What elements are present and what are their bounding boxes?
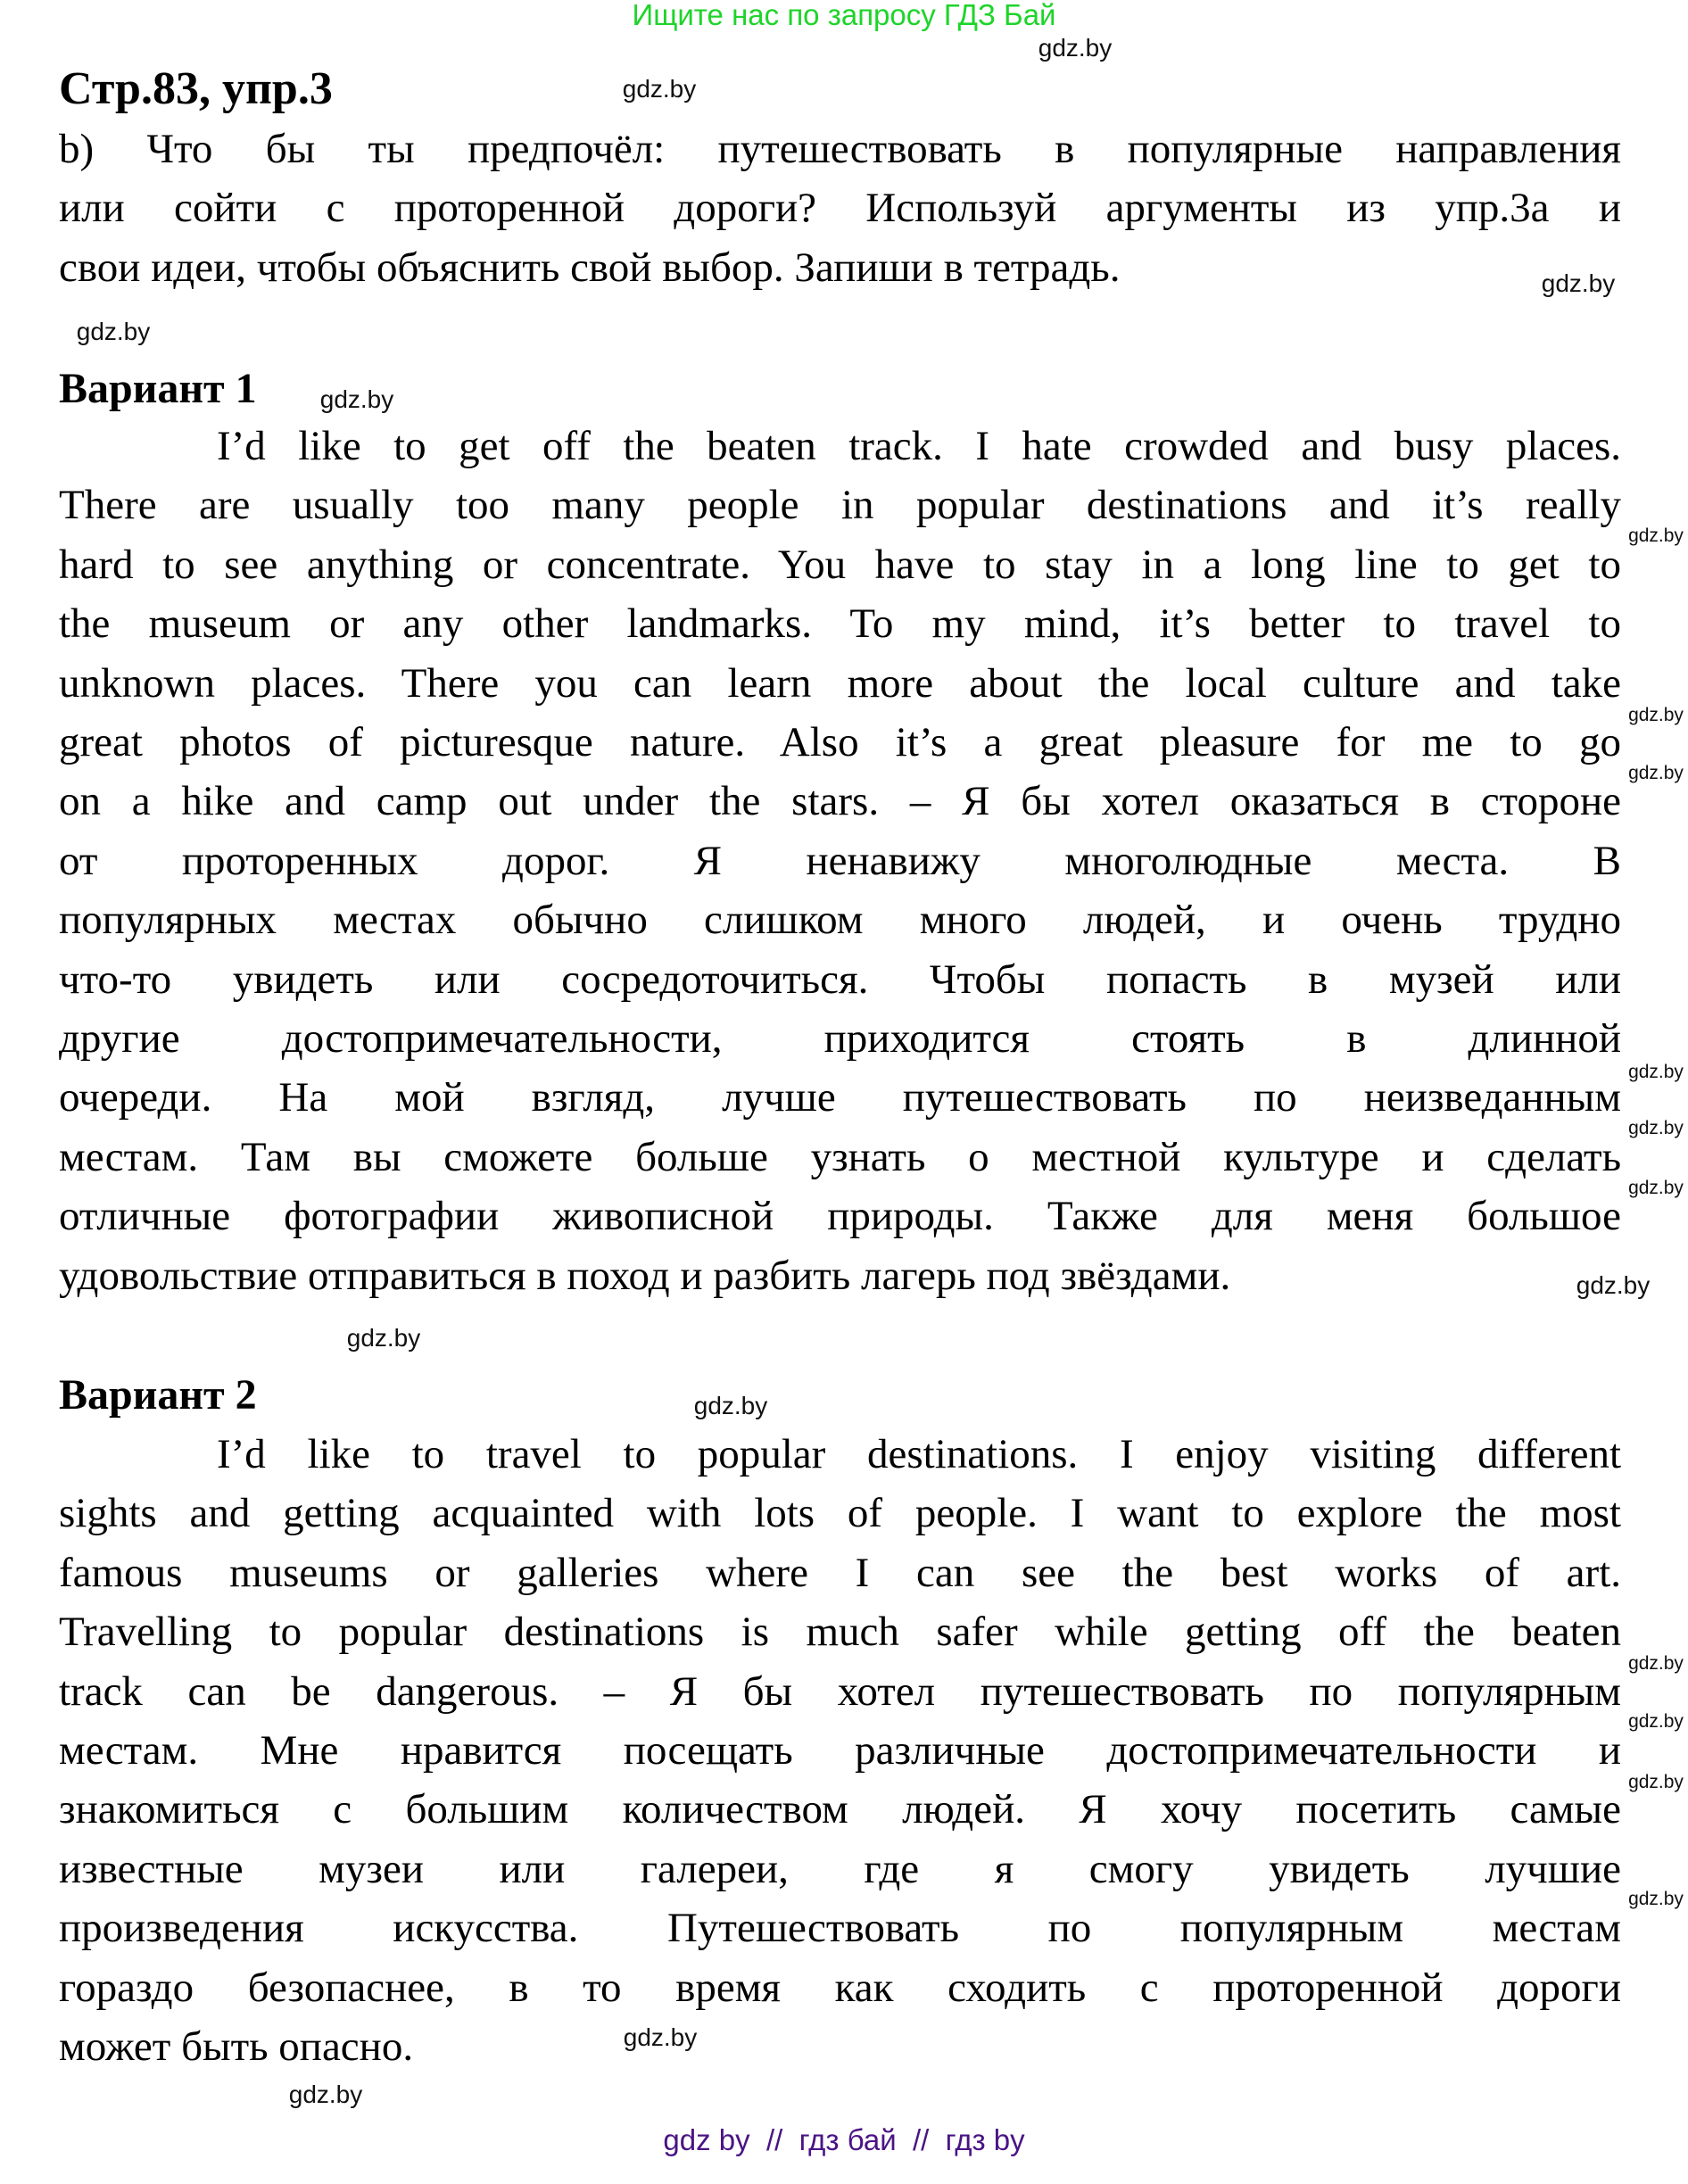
text-line: популярных местах обычно слишком много людей, и очень трудно xyxy=(59,897,1621,944)
watermark: gdz.by xyxy=(288,2081,363,2108)
watermark: gdz.by xyxy=(1628,705,1684,725)
search-banner: Ищите нас по запросу ГДЗ Бай xyxy=(632,0,1056,31)
text-line: sights and getting acquainted with lots of people. I want to explore the most xyxy=(59,1490,1621,1537)
text-line: отличные фотографии живописной природы. Также для меня большое xyxy=(59,1193,1621,1240)
watermark: gdz.by xyxy=(1576,1271,1651,1299)
text-line: Travelling to popular destinations is much safer while getting off the beaten xyxy=(59,1609,1621,1656)
variant2-text xyxy=(59,1425,1621,2076)
text-line: There are usually too many people in popular destinations and it’s really xyxy=(59,482,1621,529)
text-line: great photos of picturesque nature. Also it’s a great pleasure for me to go xyxy=(59,719,1621,766)
text-line: I’d like to get off the beaten track. I hate crowded and busy places. xyxy=(217,423,1621,469)
text-line: удовольствие отправиться в поход и разбить лагерь под звёздами. xyxy=(59,1252,1231,1299)
watermark: gdz.by xyxy=(1628,1118,1684,1138)
watermark: gdz.by xyxy=(1628,763,1684,783)
watermark: gdz.by xyxy=(1628,1653,1684,1674)
text-line: гораздо безопаснее, в то время как сходить с проторенной дороги xyxy=(59,1964,1621,2011)
watermark: gdz.by xyxy=(1628,1711,1684,1732)
watermark: gdz.by xyxy=(1628,1889,1684,1909)
text-line: I’d like to travel to popular destinations. I enjoy visiting different xyxy=(217,1431,1621,1477)
text-line: известные музеи или галереи, где я смогу увидеть лучшие xyxy=(59,1845,1621,1892)
watermark: gdz.by xyxy=(623,2023,698,2051)
text-line: знакомиться с большим количеством людей. Я хочу посетить самые xyxy=(59,1786,1621,1833)
watermark: gdz.by xyxy=(76,318,151,345)
text-line: местам. Там вы сможете больше узнать о местной культуре и сделать xyxy=(59,1133,1621,1180)
page-title: Стр.83, упр.3 xyxy=(59,63,333,114)
watermark: gdz.by xyxy=(346,1324,421,1352)
text-line: или сойти с проторенной дороги? Используй аргументы из упр.3а и xyxy=(59,185,1621,232)
text-line: что-то увидеть или сосредоточиться. Чтобы попасть в музей или xyxy=(59,956,1621,1003)
text-line: b) Что бы ты предпочёл: путешествовать в популярные направления xyxy=(59,126,1621,172)
text-line: другие достопримечательности, приходится стоять в длинной xyxy=(59,1015,1621,1063)
variant1-heading: Вариант 1 xyxy=(59,365,257,412)
text-line: track can be dangerous. – Я бы хотел путешествовать по популярным xyxy=(59,1667,1621,1715)
text-line: может быть опасно. xyxy=(59,2023,414,2071)
text-line: от проторенных дорог. Я ненавижу многолюдные места. В xyxy=(59,837,1621,884)
watermark: gdz.by xyxy=(1628,1062,1684,1082)
watermark: gdz.by xyxy=(1038,34,1113,62)
text-line: famous museums or galleries where I can see the best works of art. xyxy=(59,1549,1621,1596)
watermark: gdz.by xyxy=(1628,1178,1684,1198)
watermark: gdz.by xyxy=(1628,525,1684,546)
watermark: gdz.by xyxy=(1628,1772,1684,1792)
text-line: очереди. На мой взгляд, лучше путешествовать по неизведанным xyxy=(59,1074,1621,1121)
text-line: unknown places. There you can learn more about the local culture and take xyxy=(59,659,1621,707)
variant2-heading: Вариант 2 xyxy=(59,1371,257,1419)
text-line: hard to see anything or concentrate. You have to stay in a long line to get to xyxy=(59,541,1621,588)
variant1-text xyxy=(59,417,1621,1305)
watermark: gdz.by xyxy=(622,75,697,103)
text-line: произведения искусства. Путешествовать по популярным местам xyxy=(59,1905,1621,1952)
watermark: gdz.by xyxy=(319,385,394,413)
question xyxy=(59,120,1621,297)
text-line: местам. Мне нравится посещать различные достопримечательности и xyxy=(59,1727,1621,1774)
watermark: gdz.by xyxy=(693,1392,768,1419)
footer-links[interactable]: gdz by // гдз бай // гдз by xyxy=(663,2123,1025,2156)
text-line: on a hike and camp out under the stars. – Я бы хотел оказаться в стороне xyxy=(59,778,1621,825)
watermark: gdz.by xyxy=(1541,269,1616,297)
text-line: свои идеи, чтобы объяснить свой выбор. Запиши в тетрадь. xyxy=(59,244,1121,291)
text-line: the museum or any other landmarks. To my mind, it’s better to travel to xyxy=(59,600,1621,648)
